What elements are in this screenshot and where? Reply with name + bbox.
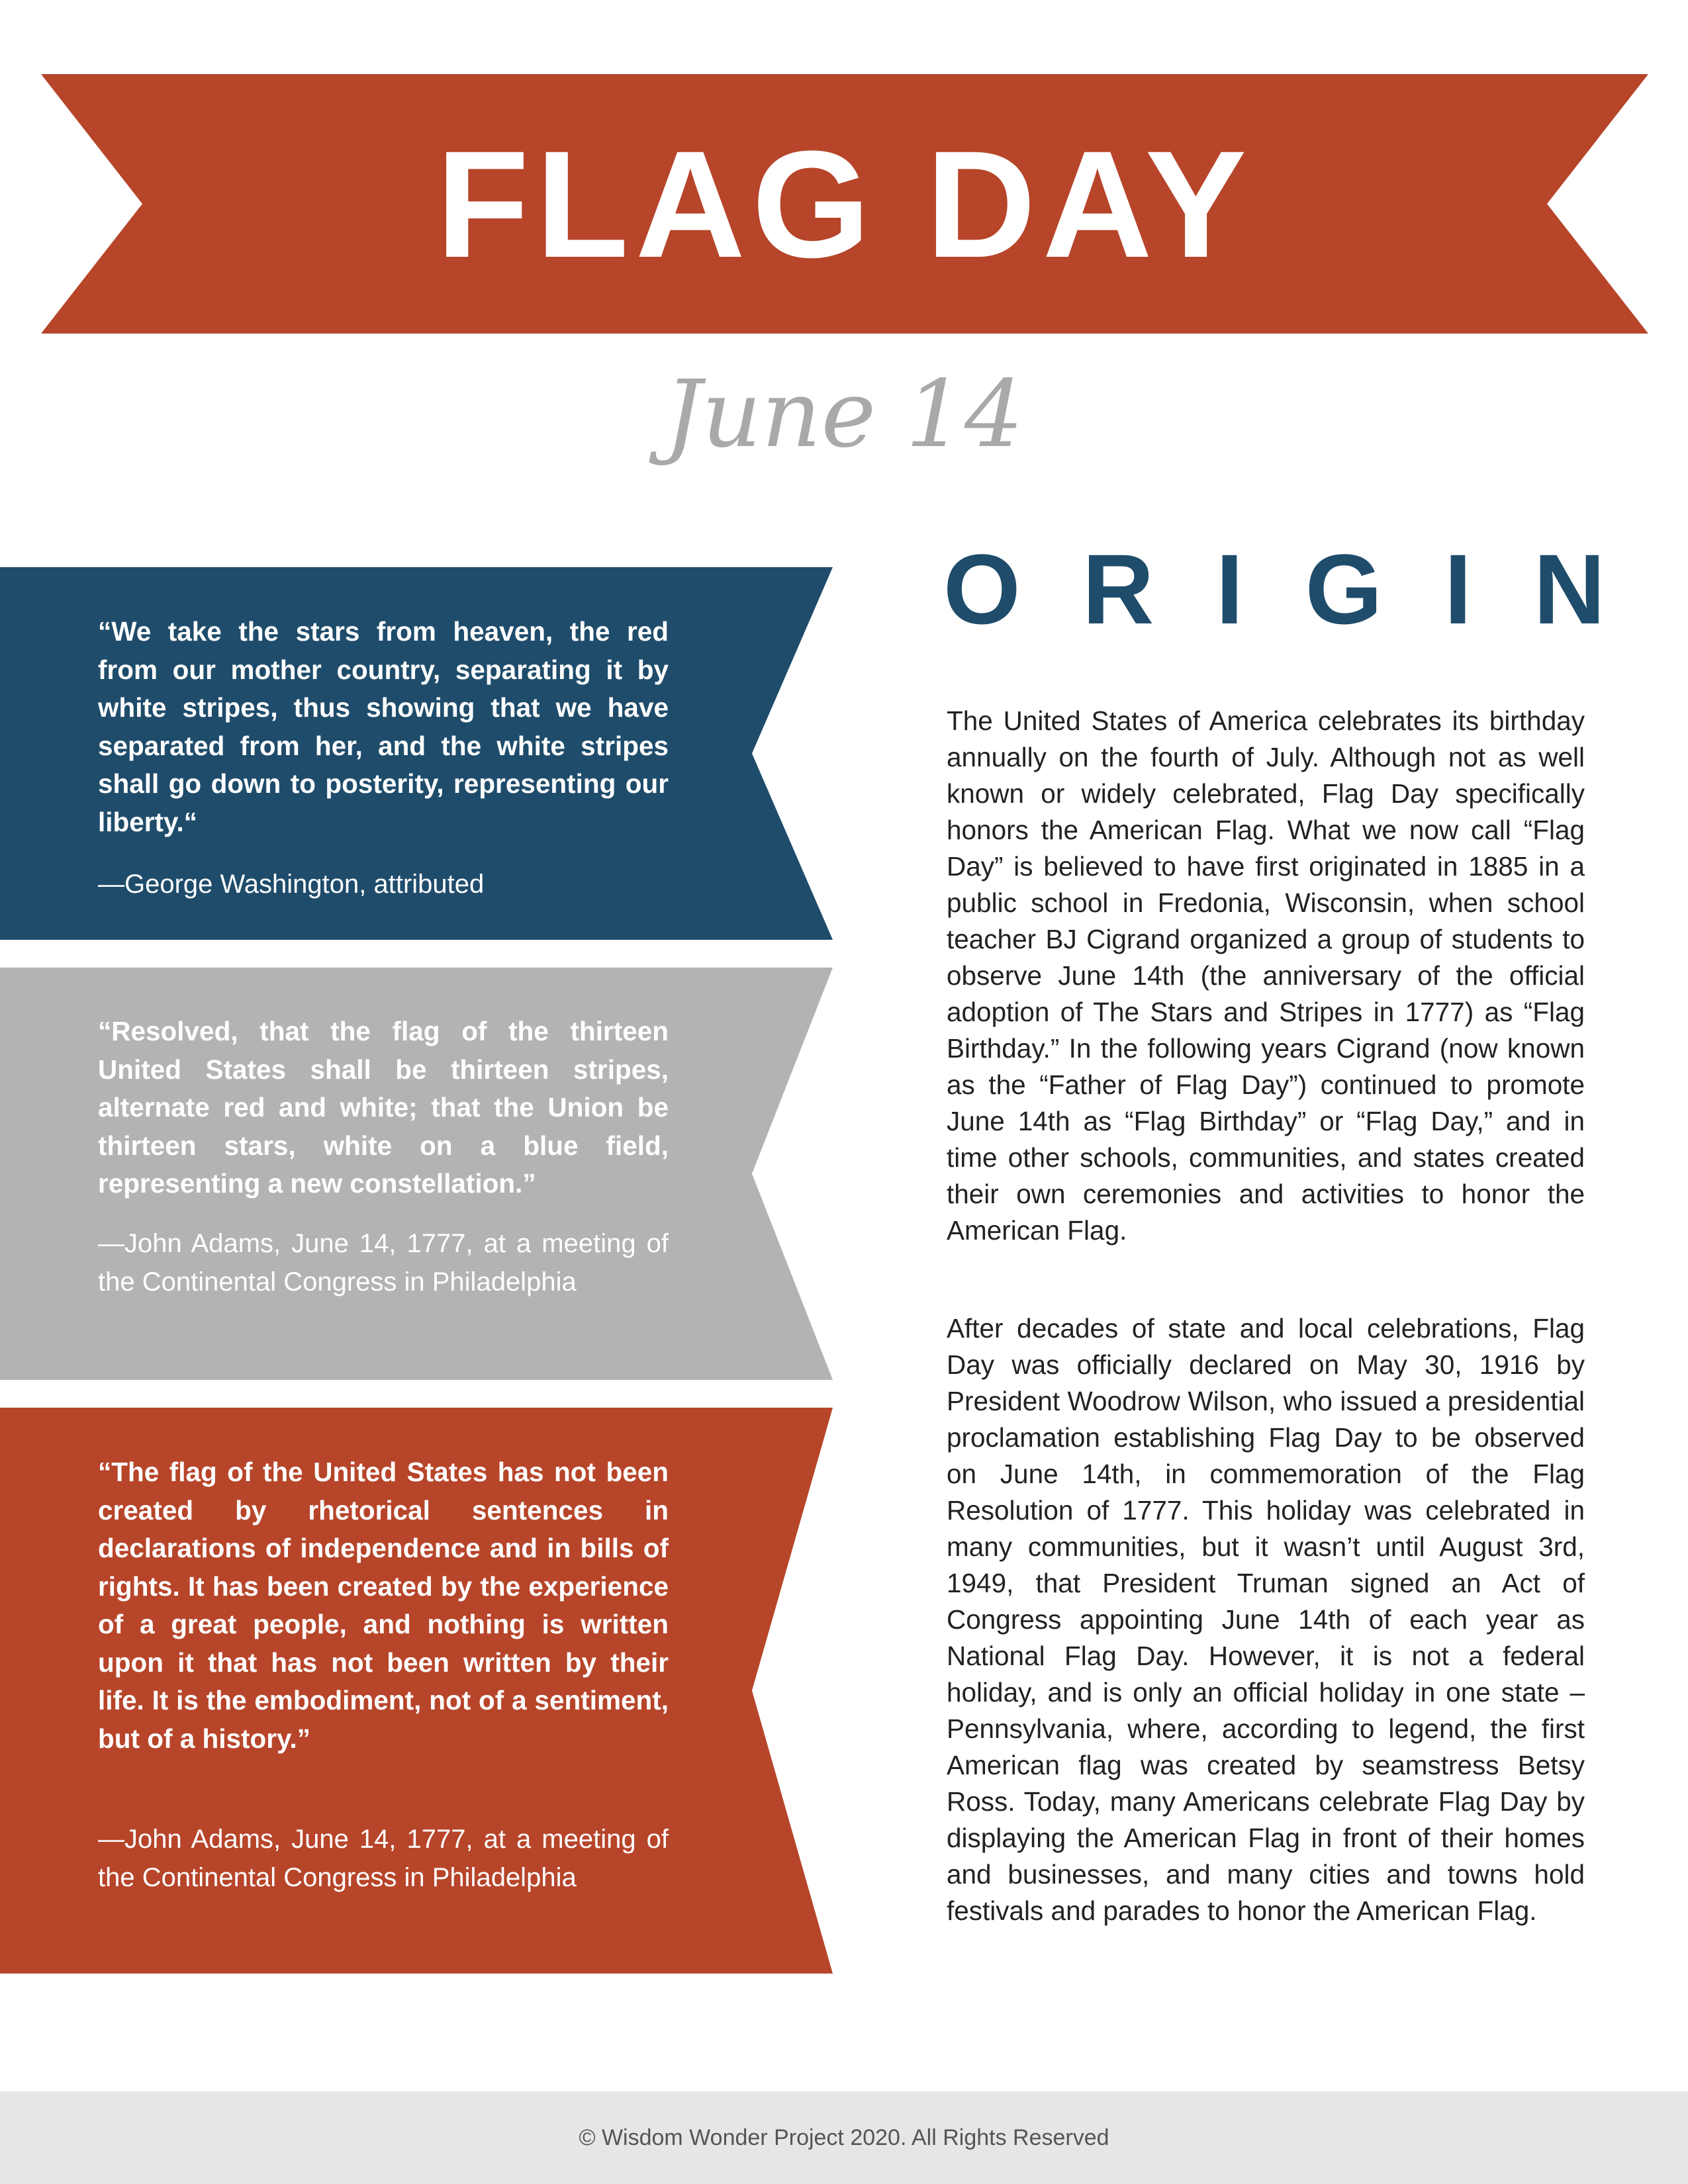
footer <box>0 2091 1688 2184</box>
origin-letter: O <box>943 533 1021 645</box>
origin-letter: I <box>1444 533 1472 645</box>
origin-letter: G <box>1305 533 1383 645</box>
origin-letter: R <box>1082 533 1154 645</box>
quote-attribution-history: —John Adams, June 14, 1777, at a meeting of the Continental Congress in Philadelphia <box>98 1825 669 1892</box>
origin-letter: N <box>1533 533 1605 645</box>
origin-paragraph-1: The United States of America celebrates its birthday annually on the fourth of July. Although not as well known or widely celebrated, Flag Day specifically honors the American Flag. What we now call “Flag Day” is believed to have first originated in 1885 in a public school in Fredonia, Wisconsin, when school teacher BJ Cigrand organized a group of students to observe June 14th (the anniversary of the official adoption of The Stars and Stripes in 1777) as “Flag Birthday.” In the following years Cigrand (now known as the “Father of Flag Day”) continued to promote June 14th as “Flag Birthday” or “Flag Day,” and in time other schools, communities, and states created their own ceremonies and activities to honor the American Flag. <box>947 705 1585 1246</box>
quote-text-resolution: “Resolved, that the flag of the thirteen United States shall be thirteen stripes, alternate red and white; that the Union be thirteen stars, white on a blue field, representing a new constellation.” <box>98 1016 669 1199</box>
date-subtitle: June 14 <box>665 361 1023 469</box>
copyright-text: © Wisdom Wonder Project 2020. All Rights Reserved <box>579 2124 1109 2150</box>
quote-attribution-washington: —George Washington, attributed <box>98 870 485 899</box>
origin-paragraph-2: After decades of state and local celebrations, Flag Day was officially declared on May 30, 1916 by President Woodrow Wilson, who issued a presidential proclamation establishing Flag Day to be observed on June 14th, in commemoration of the Flag Resolution of 1777. This holiday was celebrated in many communities, but it wasn’t until August 3rd, 1949, that President Truman signed an Act of Congress appointing June 14th of each year as National Flag Day. However, it is not a federal holiday, and is only an official holiday in one state – Pennsylvania, where, according to legend, the first American flag was created by seamstress Betsy Ross. Today, many Americans celebrate Flag Day by displaying the American Flag in front of their homes and businesses, and many cities and towns hold festivals and parades to honor the American Flag. <box>947 1313 1585 1926</box>
quote-text-washington: “We take the stars from heaven, the red from our mother country, separating it by white stripes, thus showing that we have separated from her, and the white stripes shall go down to posterity, representing our liberty.“ <box>98 616 669 837</box>
origin-heading <box>943 533 1605 645</box>
origin-letter: I <box>1215 533 1244 645</box>
quote-attribution-resolution: —John Adams, June 14, 1777, at a meeting of the Continental Congress in Philadelphia <box>98 1229 669 1297</box>
page-title: FLAG DAY <box>436 118 1254 289</box>
quote-text-history: “The flag of the United States has not been created by rhetorical sentences in declarations of independence and in bills of rights. It has been created by the experience of a great people, and nothing is written upon it that has not been written by their life. It is the embodiment, not of a sentiment, but of a history.” <box>98 1457 669 1754</box>
